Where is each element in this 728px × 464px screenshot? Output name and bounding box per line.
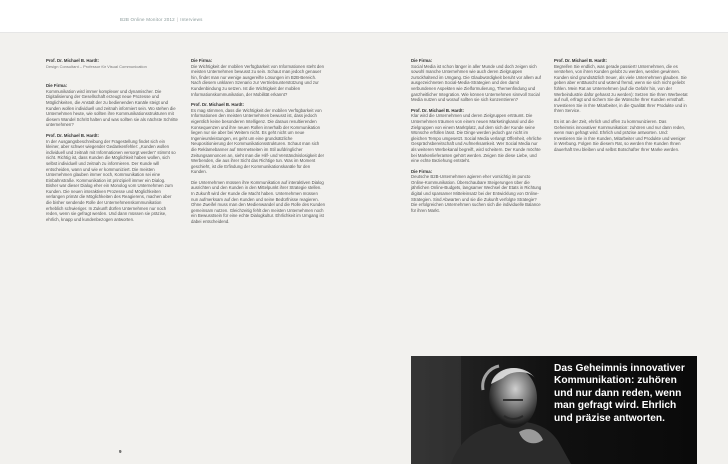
running-header (120, 17, 203, 22)
header-separator: | (176, 17, 179, 22)
body-paragraph: Begreifen Sie endlich, was gerade passiert! Unternehmen, die es verstehen, von ihren Kunden gelobt zu werden, werden gewinnen. Kunden sind grundsätzlich treuer, als viele Unternehmen glauben. Sie geben aber enttäuscht und wütend fremd, wenn sie sich nicht geliebt fühlen. Mein Rat an Unternehmen (auf die Gefahr hin, von der Werbeindustrie dafür gehasst zu werden): Setzen Sie Ihren Werbeetat auf null, erfragt und sichern Sie die Wünsche Ihrer Kunden ernsthaft. Investieren Sie in Ihre Mitarbeiter, in die Qualität Ihrer Produkte und in Ihren Service. (554, 63, 688, 114)
text-column-3 (411, 58, 544, 218)
speaker-heading: Prof. Dr. Michael B. Hardt: (191, 102, 245, 108)
speaker-heading: Die Firma: (411, 168, 433, 174)
speaker-heading: Prof. Dr. Michael B. Hardt: (46, 58, 100, 63)
body-paragraph: Social Media ist schon länger in aller Munde und doch zeigen sich sowohl manche Unternehmen wie auch deren Zielgruppen zurückhaltend im Umgang. Die Glaubwürdigkeit beruht vor allem auf ausgezeichneten Social-Media-Strategien und den damit verbundenen Aspekten wie Zielformulierung, Themenfindung und ganzheitlicher Integration. Wie können Unternehmen sinnvoll Social Media nutzen und worauf sollten sie sich konzentrieren? (411, 63, 541, 103)
body-paragraph: Die Unternehmen müssen ihre Kommunikation auf interaktiven Dialog ausrichten und den Kunden in den Mittelpunkt ihrer Strategie stellen. In Zukunft wird der Kunde die Macht haben. Unternehmen müssen nun aufmerksam auf den Kunden und seine Bedürfnisse reagieren. Ohne Zweifel muss man den Medienwandel und die Rolle des Kunden gemeinsam nutzen. Gleichzeitig fehlt den meisten Unternehmen noch ein Bewusstsein für eine echte Dialogkultur. Ehrlichkeit im Umgang ist dabei entscheidend. (191, 179, 326, 225)
section-title: Interviews (180, 17, 203, 22)
pull-quote: Das Geheimnis innovativer Kommunikation: zuhören und nur dann reden, wenn man gefragt wird. Ehrlich und präzise antworten. (554, 363, 685, 424)
body-paragraph: Es mag stimmen, dass die Wichtigkeit der mobilen Verfügbarkeit von Informationen den meisten Unternehmen bewusst ist, dass jedoch eigentlich keine besonderen Intelligenz. Die daraus resultierenden Konsequenzen und ihre neuen Rollen innerhalb der Kommunikation liegen nur sie aber bei Weitem nicht. Es geht nicht um neue Ingenieursleistungen, es geht um eine grundsätzliche Neupositionierung der Kommunikationsstrukturen. Schaut man sich die Reklamebanner auf Internetseiten im Stil aufdringlicher Zeitungsannoncen an, sieht man die Hilf- und Verständnislosigkeit der Werbenden, die aus ihrer Sicht das Richtige tun. Was im Moment geschieht, ist die Erfindung der Kommunikationskanäle für den Kunden. (191, 107, 325, 175)
text-column-4 (554, 58, 688, 158)
speaker-heading: Die Firma: (411, 58, 433, 63)
body-paragraph: Kommunikation wird immer komplexer und dynamischer. Die Digitalisierung der Gesellschaft erzeugt neue Prozesse und Möglichkeiten, die Anstalt der zu bedienenden Kanäle steigt und Kunden wollen individuell und zeitnah informiert sein. Wo stehen die Unternehmen heute, wie sollten ihre Kommunikationsstrukturen mit diesem Wandel Schritt halten und was sollten sie als nächste Schritte unternehmen? (46, 88, 178, 128)
speaker-credentials: Design Consultant – Professor für Visual Communication (46, 63, 147, 69)
body-paragraph: Die Wichtigkeit der mobilen Verfügbarkeit von Informationen steht den meisten Unternehmen bewusst zu sein. Schaut man jedoch genauer hin, findet man nur wenige ausgereifte Lösungen im B2B-Bereich. Nach diesem unklaren Szenario zur Vertriebsunterstützung und zur Kundenbindung zu setzen. Ist die Wichtigkeit der mobilen Informationskommunikation, der Mobilität erkannt? (191, 63, 325, 97)
page-number: 9 (119, 449, 122, 454)
body-paragraph: In der Ausgangsbeschreibung der Fragestellung findet sich ein kleiner, aber schwer wiegender Gedankenfehler: „Kunden wollen individuell und zeitnah mit Informationen versorgt werden“ stimmt so nicht. Richtig ist, dass Kunden die Möglichkeit haben wollen, sich selbst individuell und zeitnah zu informieren. Der Kunde will entscheiden, wann und wie er kommuniziert. Die meisten Unternehmen glauben immer noch, Kommunikation sei eine Einbahnstraße. Kommunikation ist prinzipiell immer ein Dialog. Bisher war dieser Dialog eher ein Monolog vom Unternehmen zum Kunden. Die neuen interaktiven Prozesse und Möglichkeiten verlangen primär die Möglichkeiten des Reagierens, machen aber die bisher sendende Rolle der Unternehmenskommunikation erheblich schwieriger. In Zukunft dürfen Unternehmen nur noch reden, wenn sie gefragt werden. Und dann müssen sie präzise, ehrlich, knapp und kundenbezogen antworten. (46, 138, 176, 222)
speaker-heading: Prof. Dr. Michael B. Hardt: (554, 58, 608, 63)
text-column-1 (46, 58, 178, 227)
speaker-heading: Prof. Dr. Michael B. Hardt: (46, 132, 100, 138)
publication-title: B2B Online Monitor 2012 (120, 17, 175, 22)
speaker-heading: Die Firma: (191, 58, 213, 63)
body-paragraph: Klar wird die Unternehmen und deren Zielgruppen erträumt. Die Unternehmen träumen von einem neuen Marketingkanal und die Zielgruppen von einem Marktplatz, auf dem sich der Kunde seine Wünsche erfüllen lässt. Die Dinge werden jedoch gar nicht im gleichen Tempo umgesetzt. Social Media verlangt Offenheit, ehrliche Gesprächsbereitschaft und Aufmerksamkeit. Wer Social Media nur als weiteren Werbekanal begreift, wird scheitern. Der Kunde möchte bei Markenlieferanten gehört werden. Zeigen Sie diese Liebe, und eine echte Beziehung entsteht. (411, 113, 542, 164)
body-paragraph: Deutsche B2B-Unternehmen agieren eher vorsichtig im puncto Online-Kommunikation. Überschaubare Steigerungen über die jährlichen Online-Budgets, langsamer Wechsel der Etats in Richtung digital und sparsamer Mitteleinsatz bei der Entwicklung von Online-Strategien. Sind Abwarten und sie die Zukunft verfolgte Strategie? Die erfolgreichen Unternehmen suchen sich die individuelle Balance für ihren Markt. (411, 174, 542, 213)
speaker-heading: Die Firma: (46, 83, 68, 89)
page-header-bar (0, 0, 728, 33)
speaker-heading: Prof. Dr. Michael B. Hardt: (411, 107, 465, 113)
text-column-2 (191, 58, 326, 230)
body-paragraph: Es ist an der Zeit, ehrlich und offen zu kommunizieren. Das Geheimnis innovativer Kommunikation: zuhören und nur dann reden, wenn man gefragt wird. Ehrlich und präzise antworten. Und: Investieren Sie in Ihre Kunden, Mitarbeiter und Produkte und weniger in Werbung. Folgen Sie diesem Rat, so werden Ihre Kunden Ihnen dauerhaft treu bleiben und selbst Botschafter Ihrer Marke werden. (554, 118, 686, 152)
